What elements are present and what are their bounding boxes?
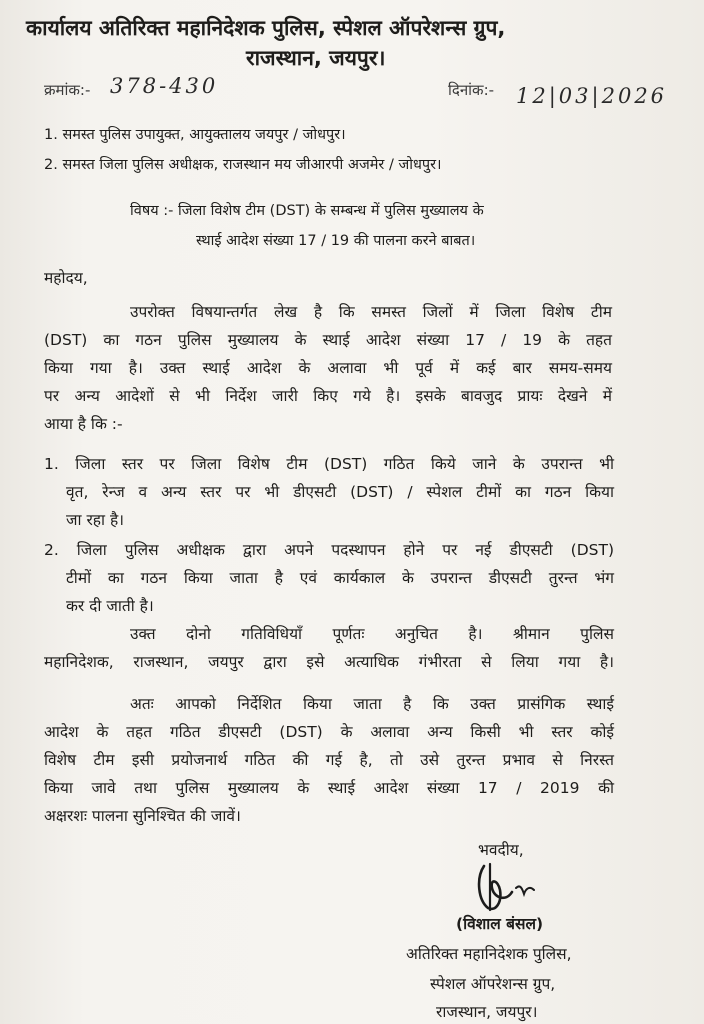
para3-line-1: अतः आपको निर्देशित किया जाता है कि उक्त प्रासंगिक स्थाई [130,695,614,713]
date-label: दिनांक:- [448,81,495,99]
para3-line-3: विशेष टीम इसी प्रयोजनार्थ गठित की गई है, तो उसे तुरन्त प्रभाव से निरस्त [44,751,614,769]
office-heading-line1: कार्यालय अतिरिक्त महानिदेशक पुलिस, स्पेशल ऑपरेशन्स ग्रुप, [26,16,506,40]
salutation: महोदय, [44,269,88,287]
addressee-1: 1. समस्त पुलिस उपायुक्त, आयुक्तालय जयपुर / जोधपुर। [44,127,346,143]
point1-line-3: जा रहा है। [66,511,125,529]
para3-line-2: आदेश के तहत गठित डीएसटी (DST) के अलावा अन्य किसी भी स्तर कोई [44,723,614,741]
signatory-name: (विशाल बंसल) [456,915,544,933]
reference-number: 378-430 [110,74,219,98]
date-value: 12|03|2026 [516,84,668,108]
para3-line-5: अक्षरशः पालना सुनिश्चित की जावें। [44,807,241,825]
handwritten-signature [472,858,552,918]
para1-line-1: उपरोक्त विषयान्तर्गत लेख है कि समस्त जिलों में जिला विशेष टीम [130,303,612,321]
point2-line-2: टीमों का गठन किया जाता है एवं कार्यकाल के उपरान्त डीएसटी तुरन्त भंग [66,569,614,587]
designation-line-2: स्पेशल ऑपरेशन्स ग्रुप, [430,975,556,993]
para2-line-1: उक्त दोनो गतिविधियाँ पूर्णतः अनुचित है। श्रीमान पुलिस [130,625,614,643]
para1-line-3: किया गया है। उक्त स्थाई आदेश के अलावा भी पूर्व में कई बार समय-समय [44,359,612,377]
para1-line-5: आया है कि :- [44,415,123,433]
reference-label: क्रमांक:- [44,81,91,99]
para1-line-4: पर अन्य आदेशों से भी निर्देश जारी किए गये है। इसके बावजुद प्रायः देखने में [44,387,612,405]
subject-line-2: स्थाई आदेश संख्या 17 / 19 की पालना करने बाबत। [196,233,476,249]
subject-line-1: विषय :- जिला विशेष टीम (DST) के सम्बन्ध में पुलिस मुख्यालय के [130,203,484,219]
point1-line-2: वृत, रेन्ज व अन्य स्तर पर भी डीएसटी (DST) / स्पेशल टीमों का गठन किया [66,483,614,501]
designation-line-3: राजस्थान, जयपुर। [436,1003,538,1021]
point2-line-1: 2. जिला पुलिस अधीक्षक द्वारा अपने पदस्थापन होने पर नई डीएसटी (DST) [44,541,614,559]
point2-line-3: कर दी जाती है। [66,597,154,615]
designation-line-1: अतिरिक्त महानिदेशक पुलिस, [406,945,572,963]
para2-line-2: महानिदेशक, राजस्थान, जयपुर द्वारा इसे अत्याधिक गंभीरता से लिया गया है। [44,653,614,671]
office-heading-line2: राजस्थान, जयपुर। [246,46,386,70]
point1-line-1: 1. जिला स्तर पर जिला विशेष टीम (DST) गठित किये जाने के उपरान्त भी [44,455,614,473]
para3-line-4: किया जावे तथा पुलिस मुख्यालय के स्थाई आदेश संख्या 17 / 2019 की [44,779,614,797]
closing: भवदीय, [478,841,524,859]
addressee-2: 2. समस्त जिला पुलिस अधीक्षक, राजस्थान मय जीआरपी अजमेर / जोधपुर। [44,157,442,173]
para1-line-2: (DST) का गठन पुलिस मुख्यालय के स्थाई आदेश संख्या 17 / 19 के तहत [44,331,612,349]
